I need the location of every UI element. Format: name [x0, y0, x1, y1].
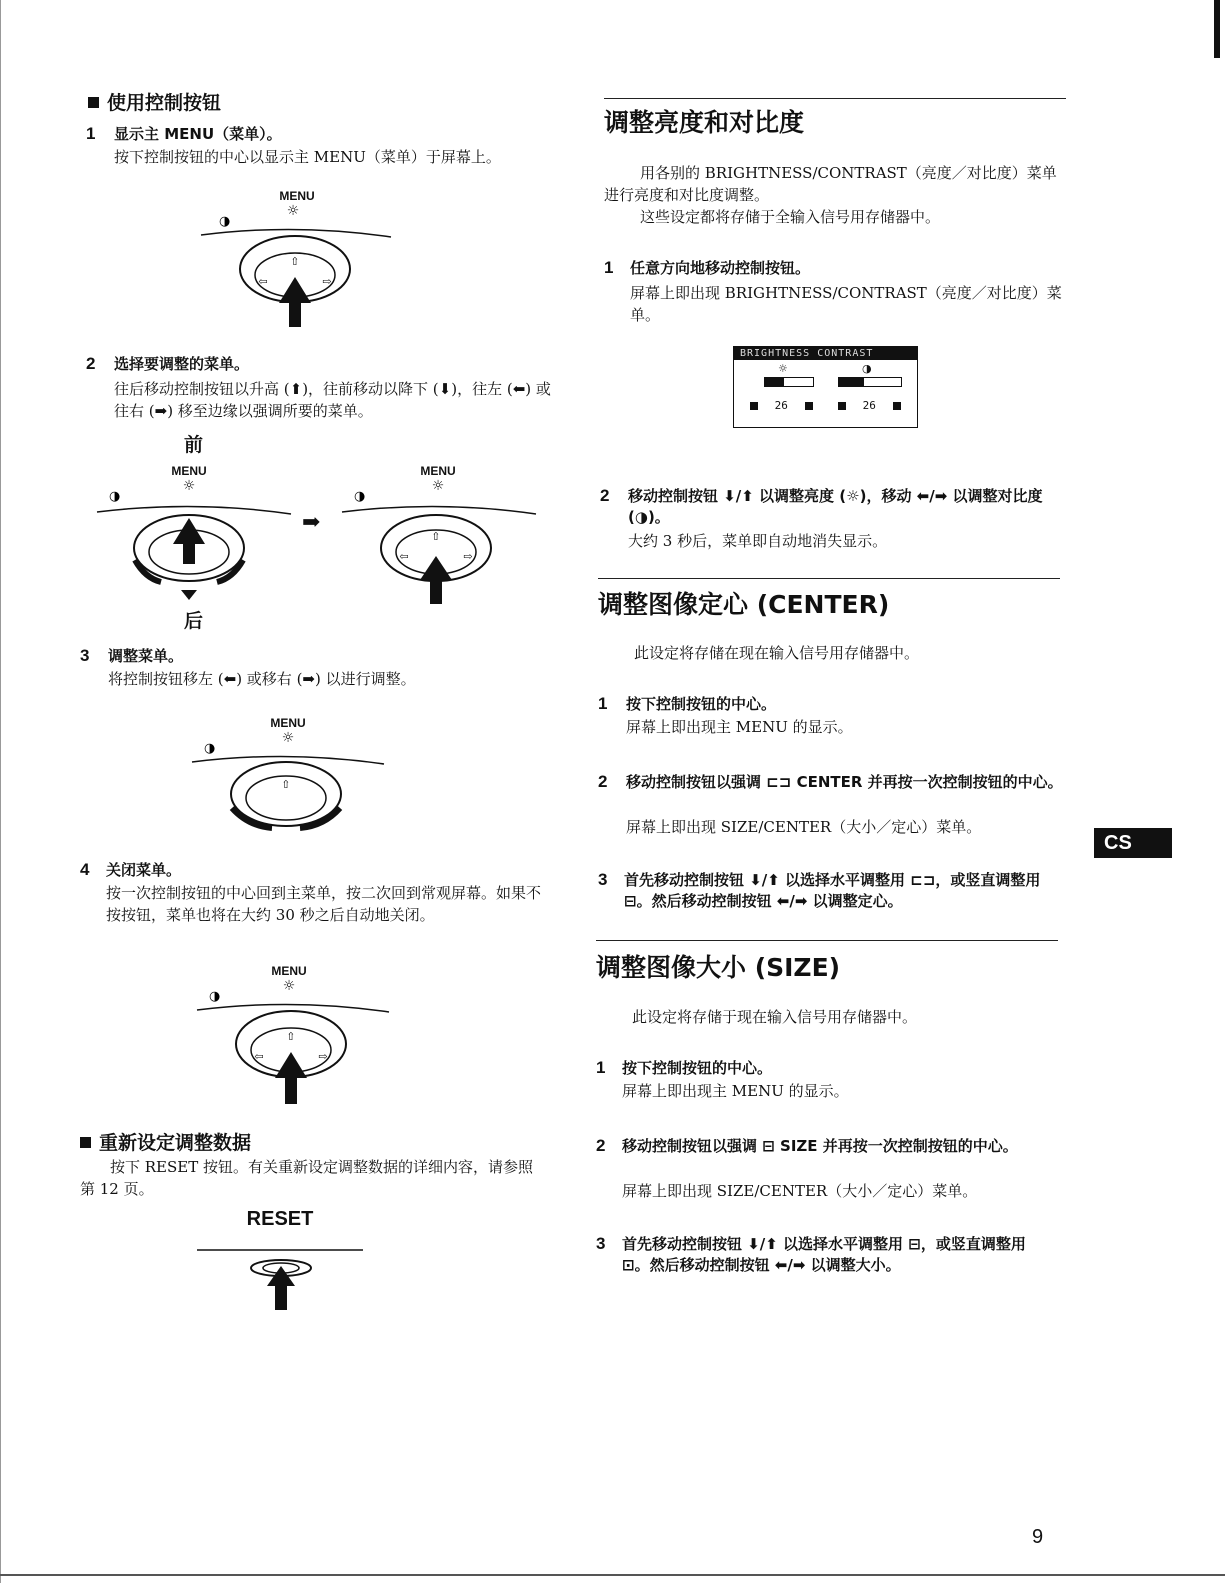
- svg-text:☼: ☼: [282, 978, 296, 994]
- step-title: 关闭菜单。: [106, 861, 182, 879]
- joystick-illustration: [188, 712, 388, 842]
- joystick-illustration: [95, 460, 295, 610]
- bullet-icon: [80, 1137, 91, 1148]
- svg-text:☼: ☼: [182, 478, 196, 494]
- step-body: 大约 3 秒后，菜单即自动地消失显示。: [628, 532, 888, 550]
- section-rule: [604, 98, 1066, 99]
- step-number: 1: [604, 258, 614, 277]
- step-body: 按一次控制按钮的中心回到主菜单，按二次回到常观屏幕。如果不按按钮，菜单也将在大约 30 秒之后自动地关闭。: [106, 884, 542, 924]
- step-body: 屏幕上即出现主 MENU 的显示。: [622, 1082, 849, 1100]
- svg-text:◑: ◑: [204, 741, 216, 756]
- minus-icon: [750, 402, 758, 410]
- joystick-illustration: [195, 185, 395, 335]
- step-title: 按下控制按钮的中心。: [622, 1059, 773, 1077]
- step-body: 屏幕上即出现主 MENU 的显示。: [626, 718, 853, 736]
- section-title-size: 调整图像大小 (SIZE): [596, 953, 841, 982]
- menu-label: MENU: [171, 464, 207, 478]
- step-number: 2: [596, 1136, 606, 1155]
- section-title-brightness: 调整亮度和对比度: [604, 108, 805, 137]
- scan-edge-line: [0, 0, 1, 1583]
- brightness-bar-fill: [765, 378, 784, 386]
- plus-icon: [893, 402, 901, 410]
- step-number: 4: [80, 860, 90, 879]
- section-rule: [596, 940, 1058, 941]
- step-number: 3: [598, 870, 608, 889]
- section-heading-reset: 重新设定调整数据: [80, 1128, 251, 1155]
- contrast-bar: [838, 377, 902, 387]
- joystick-illustration: [340, 460, 540, 610]
- bullet-icon: [88, 97, 99, 108]
- section-title-center: 调整图像定心 (CENTER): [598, 590, 890, 619]
- language-side-tab: CS: [1094, 828, 1172, 858]
- reset-button-diagram: [195, 1244, 365, 1314]
- reset-button-illustration: [195, 1244, 365, 1314]
- control-button-diagram-left: [95, 460, 295, 610]
- step-title: 选择要调整的菜单。: [114, 355, 250, 373]
- reset-label: RESET: [246, 1208, 314, 1230]
- section-rule: [598, 578, 1060, 579]
- sun-icon: ☼: [778, 362, 788, 375]
- control-button-diagram: [193, 960, 393, 1110]
- control-button-diagram: [188, 712, 388, 842]
- step-number: 2: [600, 486, 610, 505]
- step-body: 将控制按钮移左 (⬅) 或移右 (➡) 以进行调整。: [108, 670, 416, 688]
- step-title: 按下控制按钮的中心。: [626, 695, 777, 713]
- step-title: 首先移动控制按钮 ⬇/⬆ 以选择水平调整用 ⊏⊐，或竖直调整用 ⊟。然后移动控制按钮 ⬅/➡ 以调整定心。: [624, 871, 1041, 910]
- step-number: 3: [80, 646, 90, 665]
- right-arrow-icon: ➡: [302, 510, 321, 535]
- step-number: 1: [598, 694, 608, 713]
- menu-label: MENU: [271, 964, 307, 978]
- svg-text:⇧: ⇧: [431, 530, 441, 543]
- menu-label: MENU: [420, 464, 456, 478]
- menu-label: MENU: [279, 189, 315, 203]
- svg-text:⇧: ⇧: [281, 778, 291, 791]
- step-number: 1: [86, 124, 96, 143]
- scan-edge-mark: [1214, 0, 1220, 58]
- step-number: 3: [596, 1234, 606, 1253]
- section-heading-use-controls: 使用控制按钮: [88, 88, 221, 115]
- back-label: 后: [184, 610, 204, 632]
- control-button-diagram-right: [340, 460, 540, 610]
- control-button-diagram: [195, 185, 395, 335]
- step-body: 往后移动控制按钮以升高 (⬆)，往前移动以降下 (⬇)，往左 (⬅) 或往右 (➡) 移至边缘以强调所要的菜单。: [114, 380, 551, 420]
- center-intro: 此设定将存储在现在输入信号用存储器中。: [634, 644, 920, 662]
- svg-text:☼: ☼: [286, 203, 300, 219]
- contrast-value: 26: [862, 399, 876, 412]
- step-title: 任意方向地移动控制按钮。: [630, 259, 811, 277]
- svg-text:◑: ◑: [109, 489, 121, 504]
- contrast-icon: ◑: [862, 362, 872, 375]
- step-title: 移动控制按钮 ⬇/⬆ 以调整亮度 (☼)，移动 ⬅/➡ 以调整对比度 (◑)。: [628, 487, 1043, 526]
- svg-text:⇦: ⇦: [258, 275, 268, 288]
- svg-text:⇨: ⇨: [318, 1050, 328, 1063]
- step-title: 首先移动控制按钮 ⬇/⬆ 以选择水平调整用 ⊟，或竖直调整用 ⊡。然后移动控制按钮 ⬅/➡ 以调整大小。: [622, 1235, 1026, 1274]
- front-label: 前: [184, 434, 204, 456]
- brightness-value-row: [750, 399, 813, 412]
- step-title: 移动控制按钮以强调 ⊟ SIZE 并再按一次控制按钮的中心。: [622, 1137, 1018, 1155]
- reset-body: 按下 RESET 按钮。有关重新设定调整数据的详细内容，请参照第 12 页。: [80, 1158, 534, 1198]
- svg-text:⇦: ⇦: [254, 1050, 264, 1063]
- svg-text:⇦: ⇦: [399, 550, 409, 563]
- menu-label: MENU: [270, 716, 306, 730]
- step-title: 显示主 MENU（菜单）。: [114, 125, 282, 143]
- contrast-value-row: [838, 399, 901, 412]
- brightness-intro: 用各别的 BRIGHTNESS/CONTRAST（亮度／对比度）菜单进行亮度和对比度调整。: [604, 164, 1057, 204]
- step-body: 屏幕上即出现 BRIGHTNESS/CONTRAST（亮度／对比度）菜单。: [630, 284, 1062, 324]
- svg-text:◑: ◑: [354, 489, 366, 504]
- step-body: 屏幕上即出现 SIZE/CENTER（大小／定心）菜单。: [622, 1182, 978, 1200]
- svg-text:⇨: ⇨: [322, 275, 332, 288]
- step-body: 屏幕上即出现 SIZE/CENTER（大小／定心）菜单。: [626, 818, 982, 836]
- step-number: 1: [596, 1058, 606, 1077]
- brightness-value: 26: [774, 399, 788, 412]
- osd-brightness-contrast-menu: [733, 346, 918, 428]
- svg-text:☼: ☼: [431, 478, 445, 494]
- step-title: 移动控制按钮以强调 ⊏⊐ CENTER 并再按一次控制按钮的中心。: [626, 773, 1063, 791]
- svg-text:⇧: ⇧: [286, 1030, 296, 1043]
- svg-text:⇨: ⇨: [463, 550, 473, 563]
- svg-text:☼: ☼: [281, 730, 295, 746]
- joystick-illustration: [193, 960, 393, 1110]
- minus-icon: [838, 402, 846, 410]
- brightness-bar: [764, 377, 814, 387]
- step-body: 按下控制按钮的中心以显示主 MENU（菜单）于屏幕上。: [114, 148, 501, 166]
- plus-icon: [805, 402, 813, 410]
- brightness-intro-2: 这些设定都将存储于全输入信号用存储器中。: [640, 208, 941, 226]
- contrast-bar-fill: [839, 378, 864, 386]
- step-number: 2: [86, 354, 96, 373]
- step-title: 调整菜单。: [108, 647, 184, 665]
- page-number: 9: [1032, 1526, 1044, 1548]
- svg-text:◑: ◑: [219, 214, 231, 229]
- svg-text:⇧: ⇧: [290, 255, 300, 268]
- osd-title-bar: BRIGHTNESS CONTRAST: [734, 347, 917, 360]
- size-intro: 此设定将存储于现在输入信号用存储器中。: [632, 1008, 918, 1026]
- scan-bottom-line: [0, 1574, 1225, 1576]
- svg-text:◑: ◑: [209, 989, 221, 1004]
- step-number: 2: [598, 772, 608, 791]
